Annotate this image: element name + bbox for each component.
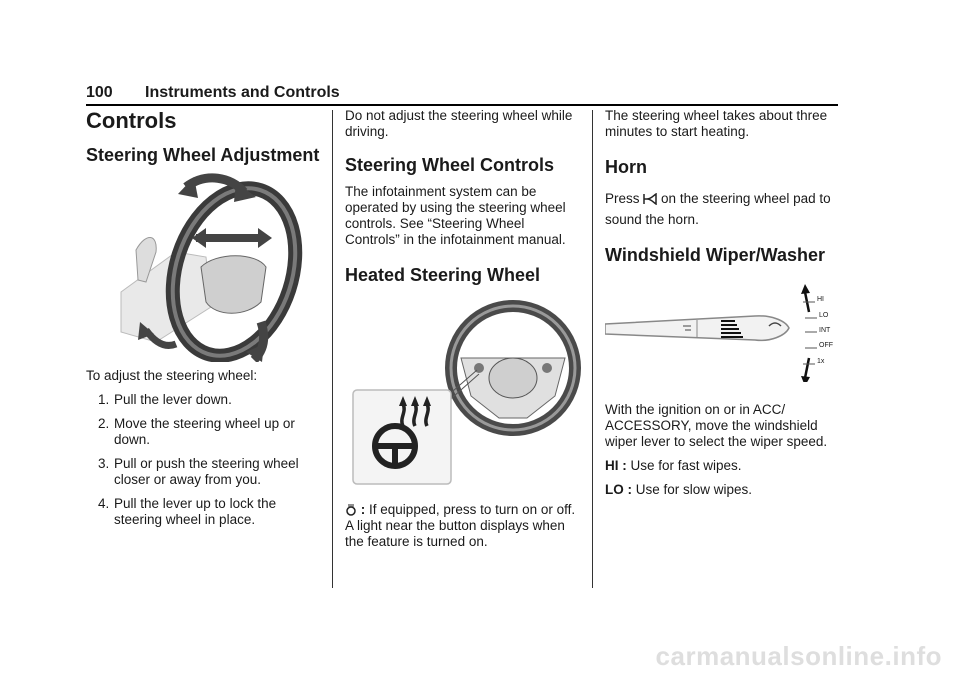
heated-label: :: [360, 502, 366, 517]
column-2: [345, 108, 581, 550]
list-item: 1. Pull the lever down.: [98, 392, 232, 408]
adjust-steps: [86, 392, 322, 528]
steering-adjustment-illustration: [116, 172, 322, 362]
lo-description: LO : Use for slow wipes.: [605, 482, 753, 497]
wiper-lever-illustration: [605, 282, 841, 382]
column-1: [86, 108, 322, 536]
heading-heated-steering: Heated Steering Wheel: [345, 265, 541, 285]
list-item: 4. Pull the lever up to lock the steering wheel in place.: [98, 496, 277, 528]
continued-text: Do not adjust the steering wheel while driving.: [345, 108, 573, 139]
wiper-pos-int: INT: [819, 327, 831, 334]
wiper-pos-hi: HI: [817, 296, 824, 303]
column-divider: [332, 110, 333, 588]
controls-paragraph: The infotainment system can be operated by using the steering wheel controls. See “Steering Wheel Controls” in the infotainment manual.: [345, 184, 566, 247]
horn-paragraph: Press on the steering wheel pad to sound the horn.: [605, 191, 831, 227]
heated-steering-illustration: [349, 298, 581, 488]
list-item: 3. Pull or push the steering wheel closer or away from you.: [98, 456, 299, 488]
section-title: Instruments and Controls: [145, 84, 340, 101]
horn-icon: [643, 193, 657, 205]
chapter-title: Controls: [86, 108, 177, 133]
heading-steering-adjustment: Steering Wheel Adjustment: [86, 145, 320, 166]
wiper-pos-off: OFF: [819, 342, 833, 349]
page-header: [86, 82, 838, 106]
adjust-intro: To adjust the steering wheel:: [86, 368, 258, 384]
heading-steering-controls: Steering Wheel Controls: [345, 155, 555, 175]
heading-wiper-washer: Windshield Wiper/Washer: [605, 245, 826, 265]
heading-horn: Horn: [605, 157, 647, 177]
page-number: 100: [86, 84, 113, 101]
wiper-paragraph: With the ignition on or in ACC/ ACCESSORY, move the windshield wiper lever to select the wiper speed.: [605, 402, 828, 449]
watermark: carmanualsonline.info: [655, 641, 942, 671]
column-3: [605, 108, 841, 498]
heated-text: If equipped, press to turn on or off. A light near the button displays when the feature is turned on.: [345, 502, 576, 549]
heated-description: [345, 502, 581, 550]
column-divider: [592, 110, 593, 588]
hi-description: HI : Use for fast wipes.: [605, 458, 742, 473]
list-item: 2. Move the steering wheel up or down.: [98, 416, 295, 448]
wiper-pos-1x: 1x: [817, 358, 825, 365]
heated-wheel-icon: [345, 504, 357, 516]
continued-text: The steering wheel takes about three minutes to start heating.: [605, 108, 828, 139]
wiper-pos-lo: LO: [819, 312, 829, 319]
